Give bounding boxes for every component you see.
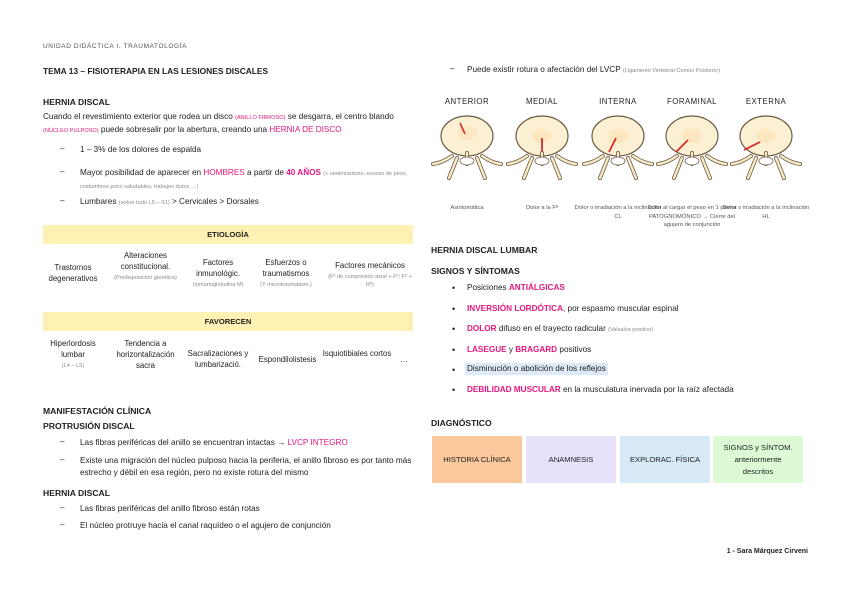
etiologia-c2-small: (Predisposición genética) — [114, 275, 177, 281]
s3-post: difuso en el trayecto radicular — [498, 324, 606, 333]
dash-bullet: – — [450, 64, 455, 73]
p1-lvcp: LVCP INTEGRO — [287, 438, 348, 447]
bullet-dot: • — [452, 345, 456, 355]
s3-small: (Valsalva positivo) — [608, 327, 654, 333]
lvcp-small: (Ligamento Vertebral Común Posterior) — [622, 68, 721, 74]
lvcp-bullet — [467, 64, 720, 77]
vertebra-caption-externa: Dolor o irradiación a la inclinación HL — [722, 205, 810, 220]
signo-5: Disminución o abolición de los reflejos — [467, 364, 606, 373]
hernia-bullet-3 — [80, 196, 259, 209]
etiologia-header: ETIOLOGÍA — [43, 225, 413, 244]
vertebra-label-externa: EXTERNA — [745, 97, 787, 106]
diag-anamnesis: ANAMNESIS — [526, 436, 616, 483]
signo-6 — [467, 384, 734, 396]
etiologia-c3-small: (Inmunoglobulina M) — [192, 282, 244, 288]
s2-post: , por espasmo muscular espinal — [562, 304, 679, 313]
protrusion-bullet-2: Existe una migración del núcleo pulposo hacia la periferia, el anillo fibroso es por tanto más estrecho y débil en esa región, pero no existe rotura del mismo — [80, 456, 412, 477]
favorecen-cell-6: … — [400, 355, 408, 364]
signos-title: SIGNOS Y SÍNTOMAS — [431, 266, 520, 276]
b2-hombres: HOMBRES — [203, 168, 245, 177]
bullet-dot: • — [452, 385, 456, 395]
favorecen-cell-3: Sacralizaciones y lumbarizació. — [187, 349, 249, 369]
signo-2 — [467, 303, 679, 315]
vertebra-label-medial: MEDIAL — [525, 97, 559, 106]
page-header: UNIDAD DIDÁCTICA I. TRAUMATOLOGÍA — [43, 43, 188, 50]
etiologia-cell-3 — [188, 257, 248, 289]
bullet-dot: • — [452, 304, 456, 314]
etiologia-c5-small: (Fº de compresión axial + Fº; Fº + Rº) — [328, 274, 412, 288]
intro-text-2: se desgarra, el centro blando — [287, 112, 394, 121]
protrusion-title: PROTRUSIÓN DISCAL — [43, 421, 135, 431]
bullet-dot: • — [452, 365, 456, 375]
intro-anillo: (ANILLO FIBROSO) — [235, 115, 286, 121]
diagnostico-title: DIAGNÓSTICO — [431, 418, 492, 428]
vertebra-interna-illustration — [578, 108, 658, 186]
hernia-discal-title: HERNIA DISCAL — [43, 97, 110, 107]
hernia-bullet-2 — [80, 167, 420, 193]
vertebra-label-interna: INTERNA — [599, 97, 637, 106]
diag-explorac-fisica: EXPLORAC. FÍSICA — [620, 436, 710, 483]
dash-bullet: – — [60, 437, 65, 446]
etiologia-c4: Esfuerzos o traumatismos — [262, 258, 310, 278]
s6-post: en la musculatura inervada por la raíz afectada — [562, 385, 734, 394]
dash-bullet: – — [60, 167, 65, 176]
vertebra-caption-interna: Dolor o irradiación a la inclinación CL — [574, 205, 662, 220]
signo-4 — [467, 344, 591, 356]
favorecen-cell-2: Tendencia a horizontalización sacra — [116, 339, 175, 370]
favorecen-cell-5: Isquiotibiales cortos — [322, 349, 392, 358]
favorecen-cell-1 — [43, 338, 103, 370]
hernia-intro — [43, 111, 418, 137]
s3-dolor: DOLOR — [467, 324, 497, 333]
favorecen-c1-small: (L4 – L5) — [61, 363, 85, 369]
dash-bullet: – — [60, 196, 65, 205]
dash-bullet: – — [60, 144, 65, 153]
b3-small: (sobre todo L5 – S1) — [118, 200, 170, 206]
bullet-dot: • — [452, 283, 456, 293]
s4-bragard: BRAGARD — [515, 345, 558, 354]
lumbar-title: HERNIA DISCAL LUMBAR — [431, 245, 538, 255]
topic-title: TEMA 13 – FISIOTERAPIA EN LAS LESIONES DISCALES — [43, 66, 269, 76]
vertebra-caption-foraminal: Dolor al cargar el peso en 1 pierna PATOGNOMÓNICO → Cierre del agujero de conjunción — [647, 205, 737, 228]
hernia-bullet-protruye: El núcleo protruye hacia el canal raquídeo o el agujero de conjunción — [80, 521, 331, 530]
s1-pre: Posiciones — [467, 283, 507, 292]
favorecen-cell-4: Espondilolistesis — [258, 355, 317, 364]
intro-text-3: puede sobresalir por la abertura, creando una — [100, 125, 268, 134]
signo-1 — [467, 282, 565, 294]
hernia-bullet-rotas: Las fibras periféricas del anillo fibroso están rotas — [80, 504, 260, 513]
hernia-discal-2-title: HERNIA DISCAL — [43, 488, 110, 498]
etiologia-c2: Alteraciones constitucional. — [120, 251, 171, 271]
s2-inversion: INVERSIÓN LORDÓTICA — [467, 304, 563, 313]
favorecen-header: FAVORECEN — [43, 312, 413, 331]
hernia-bullet-1: 1 – 3% de los dolores de espalda — [80, 145, 202, 154]
p1-pre: Las fibras periféricas del anillo se encuentran intactas → — [80, 438, 286, 447]
b3-post: > Cervicales > Dorsales — [171, 197, 259, 206]
vertebra-caption-anterior: Asintomática — [450, 205, 484, 211]
vertebra-label-foraminal: FORAMINAL — [667, 97, 717, 106]
s1-antialgicas: ANTIÁLGICAS — [508, 283, 565, 292]
manifestacion-title: MANIFESTACIÓN CLÍNICA — [43, 406, 152, 416]
b2-pre: Mayor posibilidad de aparecer en — [80, 168, 202, 177]
etiologia-cell-1 — [43, 262, 103, 284]
b2-small: (+ sedentarismo, exceso de peso, costumbres poco saludables, trabajos duros …) — [80, 171, 408, 190]
vertebra-medial-illustration — [502, 108, 582, 186]
b2-anos: 40 AÑOS — [286, 168, 321, 177]
s4-post: positivos — [559, 345, 592, 354]
b2-mid: a partir de — [247, 168, 284, 177]
intro-nucleo: (NÚCLEO PULPOSO) — [43, 128, 99, 134]
favorecen-c1: Hiperlordosis lumbar — [50, 339, 96, 359]
bullet-dot: • — [452, 324, 456, 334]
page-footer: 1 - Sara Márquez Cirveni — [726, 548, 808, 555]
vertebra-externa-illustration — [726, 108, 806, 186]
diag-signos-sintomas: SIGNOS y SÍNTOM. anteriormente descritos — [713, 436, 803, 483]
dash-bullet: – — [60, 455, 65, 464]
s6-debilidad: DEBILIDAD MUSCULAR — [467, 385, 561, 394]
s4-mid: y — [508, 345, 513, 354]
dash-bullet: – — [60, 520, 65, 529]
etiologia-cell-2 — [108, 250, 183, 282]
signo-3 — [467, 323, 653, 336]
etiologia-c1: Trastornos degenerativos — [48, 263, 98, 283]
vertebra-caption-medial: Dolor a la Fª — [525, 205, 559, 211]
etiologia-c3: Factores inmunológic. — [196, 258, 240, 278]
etiologia-cell-4 — [255, 257, 317, 289]
b3-pre: Lumbares — [80, 197, 117, 206]
vertebra-foraminal-illustration — [652, 108, 732, 186]
intro-text-1: Cuando el revestimiento exterior que rodea un disco — [43, 112, 233, 121]
s4-lasegue: LASEGUE — [467, 345, 507, 354]
intro-hernia: HERNIA DE DISCO — [269, 125, 342, 134]
vertebra-label-anterior: ANTERIOR — [444, 97, 490, 106]
etiologia-c4-small: (Y microtraumatism.) — [260, 282, 312, 288]
dash-bullet: – — [60, 503, 65, 512]
etiologia-c5: Factores mecánicos — [335, 261, 405, 270]
diag-historia-clinica: HISTORIA CLÍNICA — [432, 436, 522, 483]
vertebra-anterior-illustration — [427, 108, 507, 186]
protrusion-bullet-1 — [80, 437, 420, 449]
etiologia-cell-5 — [325, 260, 415, 289]
lvcp-text: Puede existir rotura o afectación del LVCP — [467, 65, 621, 74]
